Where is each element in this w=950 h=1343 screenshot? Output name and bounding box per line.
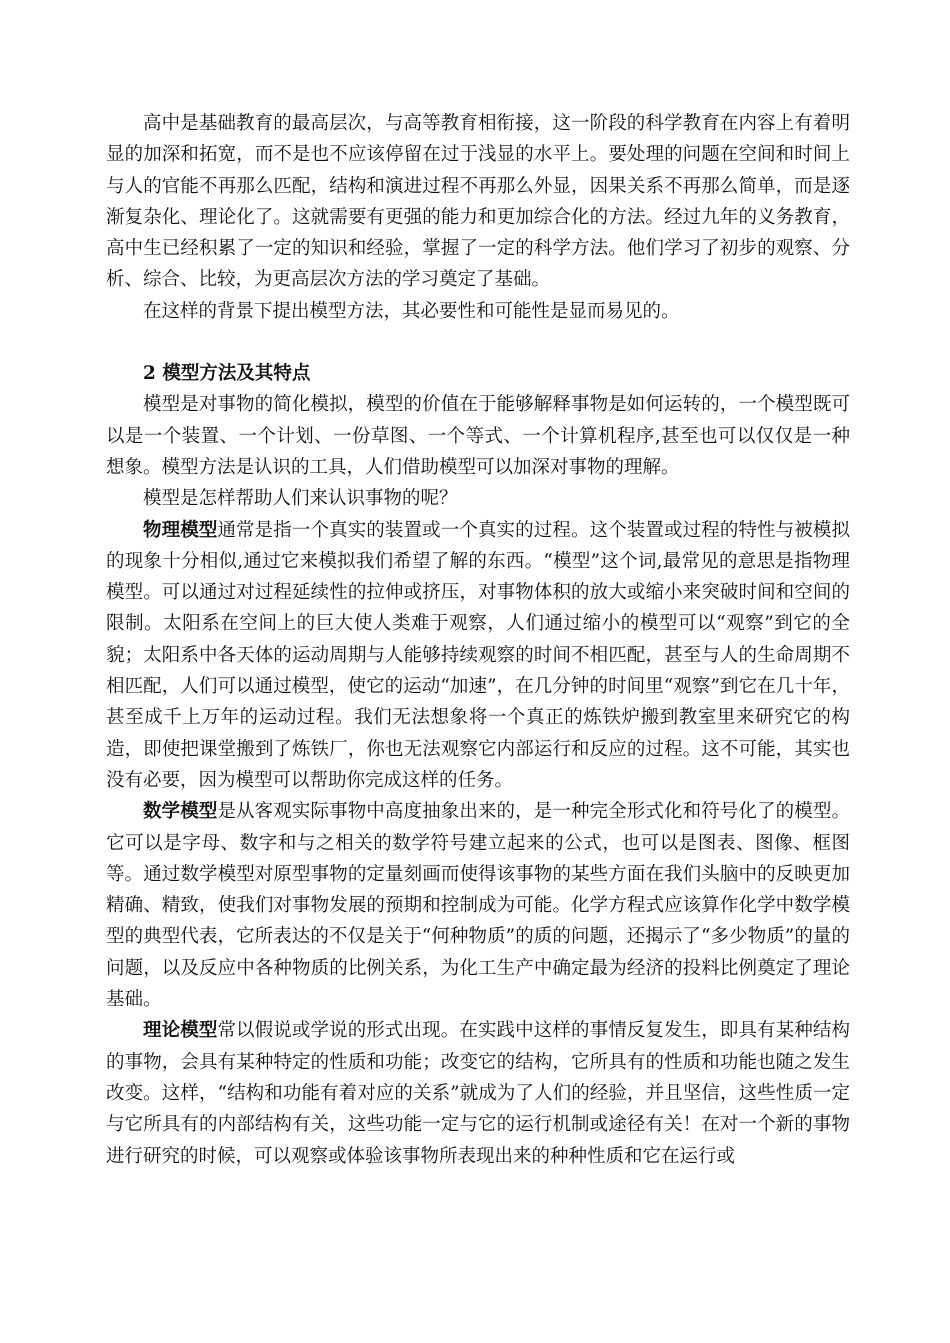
model-definition-paragraph: 模型是对事物的简化模拟，模型的价值在于能够解释事物是如何运转的，一个模型既可以是一个装置、一个计划、一份草图、一个等式、一个计算机程序,甚至也可以仅仅是一种想象。模型方法是认识的工具，人们借助模型可以加深对事物的理解。 [106,394,850,478]
math-model-paragraph [106,796,850,1015]
math-model-text: 是从客观实际事物中高度抽象出来的，是一种完全形式化和符号化了的模型。它可以是字母、数字和与之相关的数学符号建立起来的公式，也可以是图表、图像、框图等。通过数学模型对原型事物的定量刻画而使得该事物的某些方面在我们头脑中的反映更加精确、精致，使我们对事物发展的预期和控制成为可能。化学方程式应该算作化学中数学模型的典型代表，它所表达的不仅是关于“何种物质”的质的问题，还揭示了“多少物质”的量的问题，以及反应中各种物质的比例关系，为化工生产中确定最为经济的投料比例奠定了理论基础。 [106,801,850,1011]
document-page [106,108,850,1172]
theory-model-text: 常以假说或学说的形式出现。在实践中这样的事情反复发生，即具有某种结构的事物，会具有某种特定的性质和功能；改变它的结构，它所具有的性质和功能也随之发生改变。这样，“结构和功能有着对应的关系”就成为了人们的经验，并且坚信，这些性质一定与它所具有的内部结构有关，这些功能一定与它的运行机制或途径有关！在对一个新的事物进行研究的时候，可以观察或体验该事物所表现出来的种种性质和它在运行或 [106,1020,850,1167]
theory-model-term: 理论模型 [143,1020,218,1042]
intro-conclusion-paragraph: 在这样的背景下提出模型方法，其必要性和可能性是显而易见的。 [143,300,680,322]
section-heading: 2 模型方法及其特点 [143,363,311,385]
model-question-paragraph: 模型是怎样帮助人们来认识事物的呢？ [143,488,458,510]
theory-model-paragraph [106,1015,850,1171]
math-model-term: 数学模型 [143,801,218,823]
intro-paragraph: 高中是基础教育的最高层次，与高等教育相衔接，这一阶段的科学教育在内容上有着明显的加深和拓宽，而不是也不应该停留在过于浅显的水平上。要处理的问题在空间和时间上与人的官能不再那么匹配，结构和演进过程不再那么外显，因果关系不再那么简单，而是逐渐复杂化、理论化了。这就需要有更强的能力和更加综合化的方法。经过九年的义务教育，高中生已经积累了一定的知识和经验，掌握了一定的科学方法。他们学习了初步的观察、分析、综合、比较，为更高层次方法的学习奠定了基础。 [106,113,850,291]
physical-model-term: 物理模型 [143,519,218,541]
physical-model-paragraph [106,515,850,797]
physical-model-text: 通常是指一个真实的装置或一个真实的过程。这个装置或过程的特性与被模拟的现象十分相似,通过它来模拟我们希望了解的东西。“模型”这个词,最常见的意思是指物理模型。可以通过对过程延续性的拉伸或挤压，对事物体积的放大或缩小来突破时间和空间的限制。太阳系在空间上的巨大使人类难于观察，人们通过缩小的模型可以“观察”到它的全貌；太阳系中各天体的运动周期与人能够持续观察的时间不相匹配，甚至与人的生命周期不相匹配，人们可以通过模型，使它的运动“加速”，在几分钟的时间里“观察”到它在几十年，甚至成千上万年的运动过程。我们无法想象将一个真正的炼铁炉搬到教室里来研究它的构造，即使把课堂搬到了炼铁厂，你也无法观察它内部运行和反应的过程。这不可能，其实也没有必要，因为模型可以帮助你完成这样的任务。 [106,519,850,791]
